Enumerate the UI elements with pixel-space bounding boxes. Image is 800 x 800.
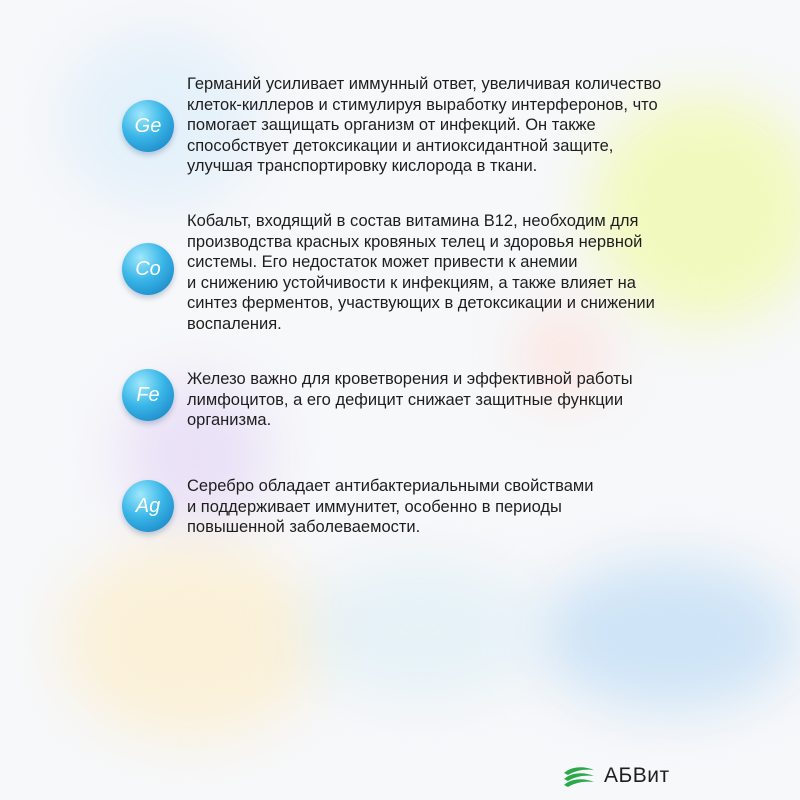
background-bubble bbox=[60, 540, 320, 740]
element-description: Железо важно для кроветворения и эффективной работы лимфоцитов, а его дефицит снижает защитные функции организма. bbox=[187, 370, 633, 429]
element-symbol-badge: Ag bbox=[122, 480, 174, 532]
element-symbol-badge: Ge bbox=[122, 100, 174, 152]
element-description: Кобальт, входящий в состав витамина B12, необходим для производства красных кровяных телец и здоровья нервной системы. Его недостаток может привести к анемии и снижению устойчивости к инфекциям, а также влияет на синтез ферментов, участвующих в детоксикации и снижении воспаления. bbox=[187, 212, 655, 333]
background-bubble bbox=[540, 560, 800, 710]
brand-name: АБВит bbox=[604, 764, 670, 787]
element-description: Серебро обладает антибактериальными свойствами и поддерживает иммунитет, особенно в периоды повышенной заболеваемости. bbox=[187, 477, 594, 536]
leaf-waves-logo-icon bbox=[562, 765, 596, 787]
brand-logo bbox=[562, 763, 670, 789]
background-bubble bbox=[300, 560, 540, 700]
element-symbol-badge: Co bbox=[122, 243, 174, 295]
element-symbol-badge: Fe bbox=[122, 369, 174, 421]
element-description: Германий усиливает иммунный ответ, увеличивая количество клеток-киллеров и стимулируя выработку интерферонов, что помогает защищать организм от инфекций. Он также способствует детоксикации и антиоксидантной защите, улучшая транспортировку кислорода в ткани. bbox=[187, 75, 662, 175]
